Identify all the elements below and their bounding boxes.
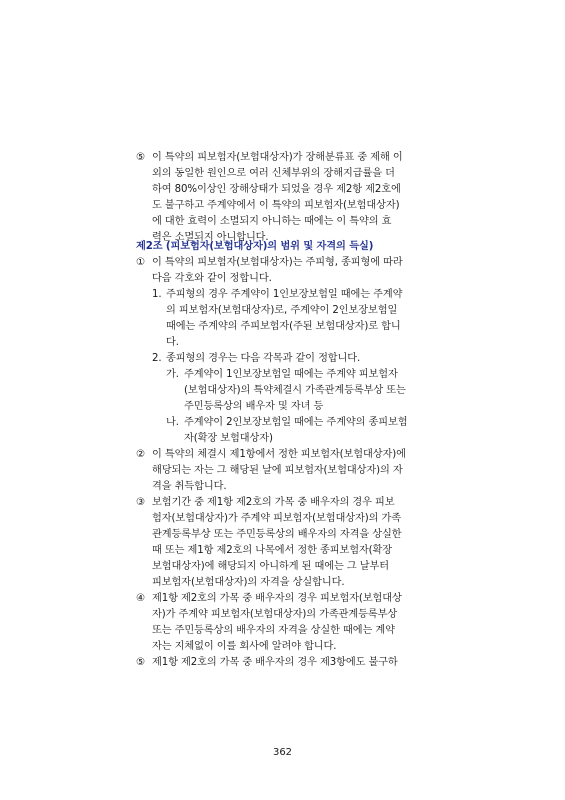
clause-4 xyxy=(152,591,402,655)
clause-2-marker: ② xyxy=(136,449,146,460)
subitem-ga xyxy=(184,367,406,415)
clause-3-marker: ③ xyxy=(136,497,146,508)
text-line: 주민등록상의 배우자 및 자녀 등 xyxy=(184,401,324,412)
text-line: 제1항 제2호의 가목 중 배우자의 경우 피보험자(보험대상 xyxy=(152,593,402,604)
item-2-marker: 2. xyxy=(152,353,162,364)
subitem-na-marker: 나. xyxy=(166,417,179,428)
text-line: 도 불구하고 주계약에서 이 특약의 피보험자(보험대상자) xyxy=(152,200,400,211)
text-line: (보험대상자)의 특약체결시 가족관계등록부상 또는 xyxy=(184,385,406,396)
text-line: 력은 소멸되지 아니합니다. xyxy=(152,232,269,243)
text-line: 이 특약의 피보험자(보험대상자)는 주피형, 종피형에 따라 xyxy=(152,257,403,268)
clause-5-marker: ⑤ xyxy=(136,657,146,668)
clause-5 xyxy=(152,655,398,671)
text-line: 주계약이 2인보장보험일 때에는 주계약의 종피보험 xyxy=(184,417,408,428)
subitem-na xyxy=(184,415,408,447)
text-line: 해당되는 자는 그 해당된 날에 피보험자(보험대상자)의 자 xyxy=(152,465,403,476)
text-line: 격을 취득합니다. xyxy=(152,481,227,492)
paragraph-5 xyxy=(152,150,403,246)
item-1-marker: 1. xyxy=(152,289,162,300)
clause-3 xyxy=(152,495,401,591)
text-line: 자(확장 보험대상자) xyxy=(184,433,273,444)
text-line: 이 특약의 체결시 제1항에서 정한 피보험자(보험대상자)에 xyxy=(152,449,406,460)
item-2 xyxy=(166,351,360,367)
text-line: 의 피보험자(보험대상자)로, 주계약이 2인보장보험일 xyxy=(166,305,398,316)
text-line: 또는 주민등록상의 배우자의 자격을 상실한 때에는 계약 xyxy=(152,625,395,636)
text-line: 피보험자(보험대상자)의 자격을 상실합니다. xyxy=(152,577,345,588)
text-line: 자)가 주계약 피보험자(보험대상자)의 가족관계등록부상 xyxy=(152,609,398,620)
text-line: 보험기간 중 제1항 제2호의 가목 중 배우자의 경우 피보 xyxy=(152,497,395,508)
text-line: 관계등록부상 또는 주민등록상의 배우자의 자격을 상실한 xyxy=(152,529,402,540)
text-line: 보험대상자)에 해당되지 아니하게 된 때에는 그 날부터 xyxy=(152,561,390,572)
subitem-ga-marker: 가. xyxy=(166,369,179,380)
item-1 xyxy=(166,287,402,351)
text-line: 에 대한 효력이 소멸되지 아니하는 때에는 이 특약의 효 xyxy=(152,216,392,227)
article-heading: 제2조 (피보험자(보험대상자)의 범위 및 자격의 득실) xyxy=(136,241,374,252)
text-line: 외의 동일한 원인으로 여러 신체부위의 장해지급률을 더 xyxy=(152,168,395,179)
text-line: 주계약이 1인보장보험일 때에는 주계약 피보험자 xyxy=(184,369,398,380)
text-line: 제1항 제2호의 가목 중 배우자의 경우 제3항에도 불구하 xyxy=(152,657,398,668)
text-line: 다. xyxy=(166,337,179,348)
text-line: 종피형의 경우는 다음 각목과 같이 정합니다. xyxy=(166,353,361,364)
paragraph-5-marker: ⑤ xyxy=(136,152,146,163)
text-line: 이 특약의 피보험자(보험대상자)가 장해분류표 중 제해 이 xyxy=(152,152,403,163)
page-number: 362 xyxy=(272,747,293,758)
clause-2 xyxy=(152,447,406,495)
text-line: 하여 80%이상인 장해상태가 되었을 경우 제2항 제2호에 xyxy=(152,184,401,195)
clause-4-marker: ④ xyxy=(136,593,146,604)
text-line: 다음 각호와 같이 정합니다. xyxy=(152,273,272,284)
clause-1-marker: ① xyxy=(136,257,146,268)
text-line: 험자(보험대상자)가 주계약 피보험자(보험대상자)의 가족 xyxy=(152,513,401,524)
clause-1 xyxy=(152,255,403,287)
text-line: 때 또는 제1항 제2호의 나목에서 정한 종피보험자(확장 xyxy=(152,545,393,556)
text-line: 자는 지체없이 이를 회사에 알려야 합니다. xyxy=(152,641,337,652)
text-line: 때에는 주계약의 주피보험자(주된 보험대상자)로 합니 xyxy=(166,321,401,332)
text-line: 주피형의 경우 주계약이 1인보장보험일 때에는 주계약 xyxy=(166,289,403,300)
